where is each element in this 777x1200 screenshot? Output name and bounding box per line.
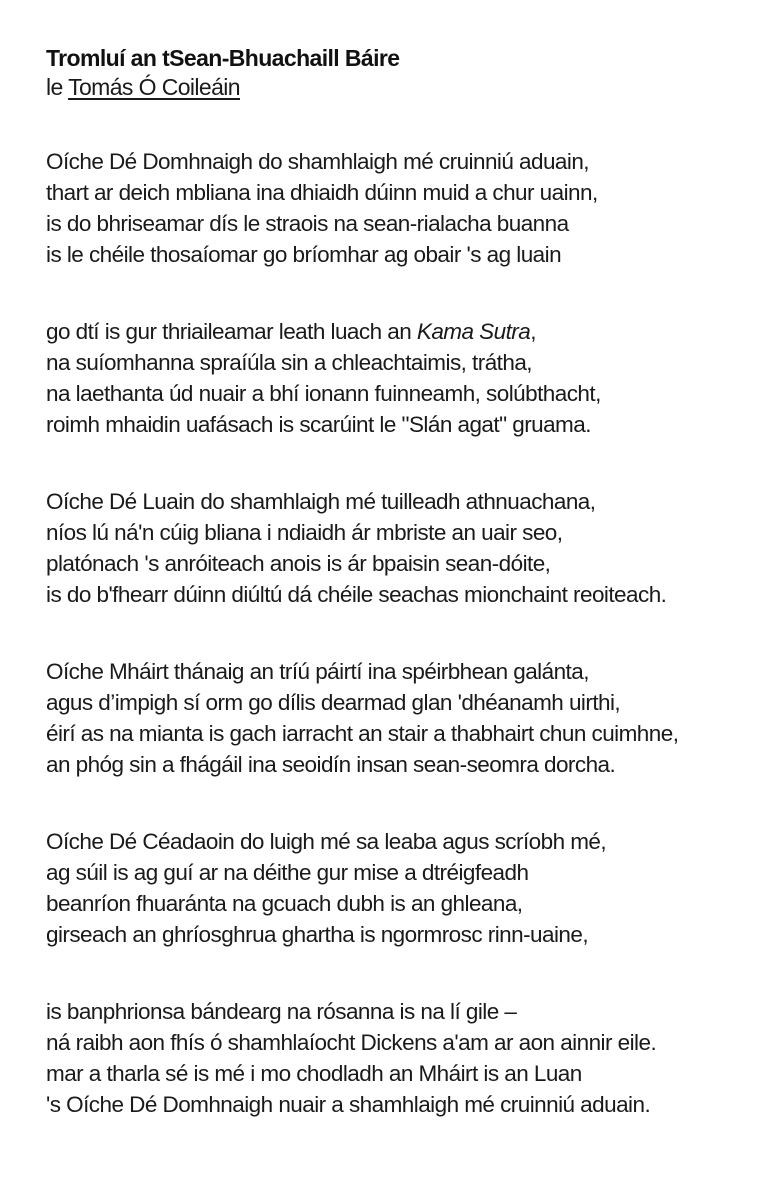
stanza-4: [46, 656, 678, 780]
poem-line: is banphrionsa bándearg na rósanna is na lí gile –: [46, 999, 517, 1024]
poem-line: níos lú ná'n cúig bliana i ndiaidh ár mbriste an uair seo,: [46, 520, 563, 545]
poem-line: roimh mhaidin uafásach is scarúint le "Slán agat" gruama.: [46, 412, 591, 437]
poem-line: Oíche Dé Céadaoin do luigh mé sa leaba agus scríobh mé,: [46, 829, 607, 854]
poem-line: beanríon fhuaránta na gcuach dubh is an ghleana,: [46, 891, 523, 916]
poem-line: platónach 's anróiteach anois is ár bpaisin sean-dóite,: [46, 551, 551, 576]
poem-line: na laethanta úd nuair a bhí ionann fuinneamh, solúbthacht,: [46, 381, 601, 406]
poem-body: [46, 146, 678, 1166]
stanza-1: [46, 146, 678, 270]
poem-line: éirí as na mianta is gach iarracht an stair a thabhairt chun cuimhne,: [46, 721, 679, 746]
poem-line: [46, 316, 678, 347]
author-link[interactable]: Tomás Ó Coileáin: [68, 74, 240, 100]
poem-page: [46, 44, 766, 1117]
punctuation: ,: [530, 319, 536, 344]
poem-line: agus d’impigh sí orm go dílis dearmad glan 'dhéanamh uirthi,: [46, 690, 621, 715]
stanza-2: [46, 316, 678, 440]
poem-line: mar a tharla sé is mé i mo chodladh an Mháirt is an Luan: [46, 1061, 582, 1086]
poem-line: Oíche Dé Domhnaigh do shamhlaigh mé cruinniú aduain,: [46, 149, 589, 174]
poem-line: ag súil is ag guí ar na déithe gur mise a dtréigfeadh: [46, 860, 529, 885]
poem-line: 's Oíche Dé Domhnaigh nuair a shamhlaigh mé cruinniú aduain.: [46, 1092, 651, 1117]
poem-line: is le chéile thosaíomar go bríomhar ag obair 's ag luain: [46, 242, 562, 267]
poem-line-text: go dtí is gur thriaileamar leath luach an: [46, 319, 417, 344]
poem-line: thart ar deich mbliana ina dhiaidh dúinn muid a chur uainn,: [46, 180, 598, 205]
poem-line: is do b'fhearr dúinn diúltú dá chéile seachas mionchaint reoiteach.: [46, 582, 667, 607]
poem-line: is do bhriseamar dís le straois na sean-rialacha buanna: [46, 211, 569, 236]
byline-prefix: le: [46, 74, 69, 100]
poem-line: na suíomhanna spraíúla sin a chleachtaimis, trátha,: [46, 350, 532, 375]
byline: [46, 72, 766, 102]
poem-line: an phóg sin a fhágáil ina seoidín insan sean-seomra dorcha.: [46, 752, 616, 777]
poem-line: ná raibh aon fhís ó shamhlaíocht Dickens a'am ar aon ainnir eile.: [46, 1030, 657, 1055]
poem-line: Oíche Dé Luain do shamhlaigh mé tuilleadh athnuachana,: [46, 489, 596, 514]
poem-line: Oíche Mháirt thánaig an tríú páirtí ina spéirbhean galánta,: [46, 659, 589, 684]
poem-line: girseach an ghríosghrua ghartha is ngormrosc rinn-uaine,: [46, 922, 589, 947]
stanza-3: [46, 486, 678, 610]
stanza-6: [46, 996, 678, 1120]
stanza-5: [46, 826, 678, 950]
poem-title: Tromluí an tSean-Bhuachaill Báire: [46, 45, 400, 71]
italic-title: Kama Sutra: [416, 319, 531, 344]
